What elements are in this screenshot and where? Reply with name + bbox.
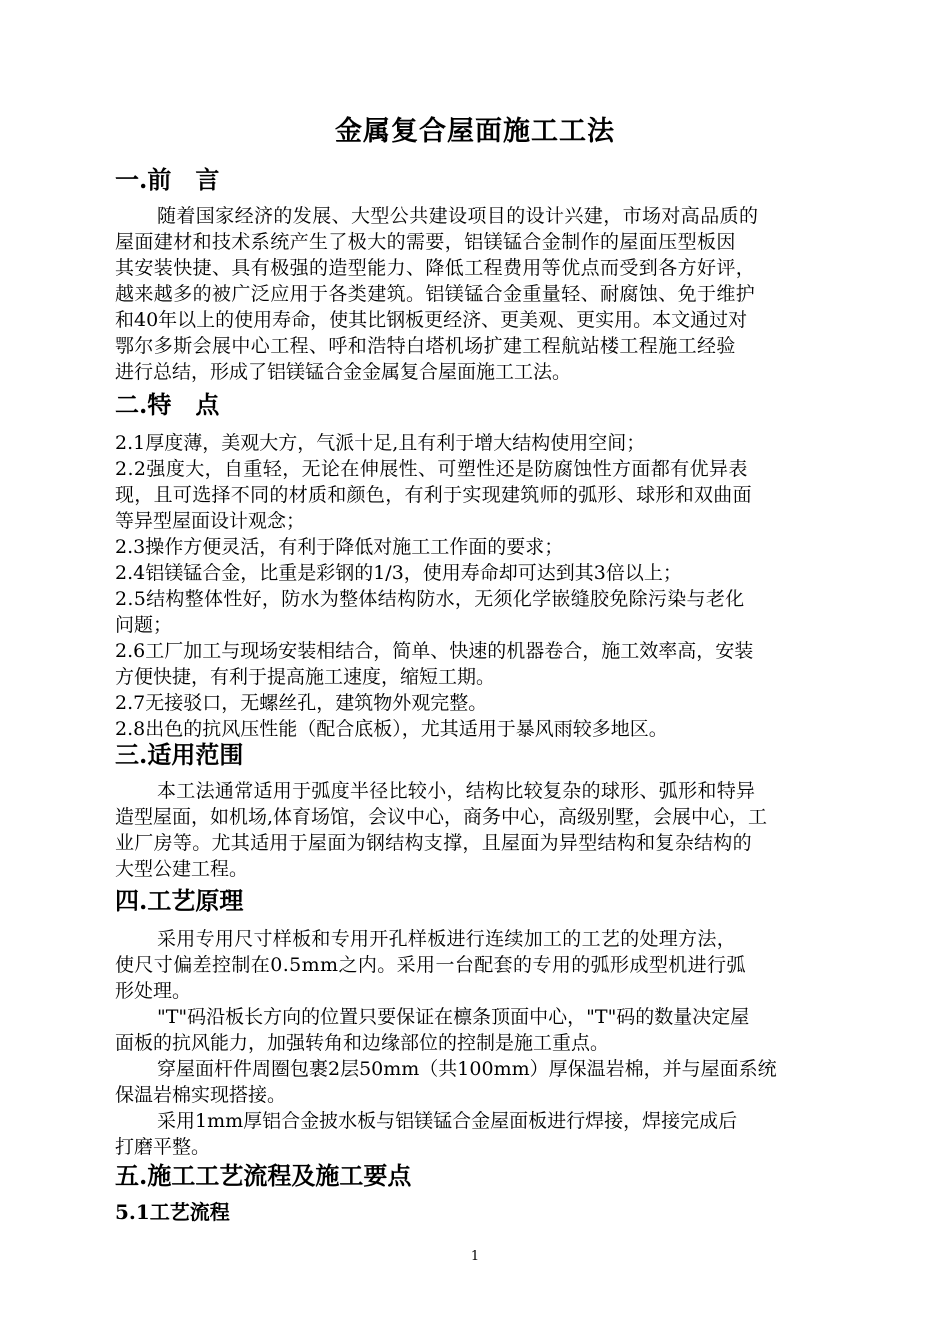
paragraph-line: 鄂尔多斯会展中心工程、呼和浩特白塔机场扩建工程航站楼工程施工经验	[115, 335, 736, 357]
paragraph-line: 穿屋面杆件周圈包裹2层50mm（共100mm）厚保温岩棉，并与屋面系统	[157, 1058, 777, 1080]
list-item: 2.3操作方便灵活，有利于降低对施工工作面的要求；	[115, 536, 564, 558]
list-item-continued: 现，且可选择不同的材质和颜色，有利于实现建筑师的弧形、球形和双曲面	[115, 484, 752, 506]
paragraph-line: 进行总结，形成了铝镁锰合金金属复合屋面施工工法。	[115, 361, 572, 383]
paragraph-line: 保温岩棉实现搭接。	[115, 1084, 287, 1106]
section-heading-features: 二.特 点	[115, 390, 220, 419]
section-heading-preface: 一.前 言	[115, 165, 220, 194]
list-item: 2.4铝镁锰合金，比重是彩钢的1/3，使用寿命却可达到其3倍以上；	[115, 562, 682, 584]
list-item: 2.8出色的抗风压性能（配合底板），尤其适用于暴风雨较多地区。	[115, 718, 668, 740]
list-item-continued: 等异型屋面设计观念；	[115, 510, 306, 532]
paragraph-line: 业厂房等。尤其适用于屋面为钢结构支撑，且屋面为异型结构和复杂结构的	[115, 832, 752, 854]
paragraph-line: 形处理。	[115, 980, 192, 1002]
paragraph-line: 越来越多的被广泛应用于各类建筑。铝镁锰合金重量轻、耐腐蚀、免于维护	[115, 283, 756, 305]
paragraph-line: 打磨平整。	[115, 1136, 211, 1158]
paragraph-line: 采用专用尺寸样板和专用开孔样板进行连续加工的工艺的处理方法，	[157, 928, 737, 950]
paragraph-line: 造型屋面，如机场,体育场馆，会议中心，商务中心，高级别墅，会展中心，工	[115, 806, 768, 828]
subsection-heading: 5.1工艺流程	[115, 1200, 230, 1224]
page-number: 1	[470, 1249, 480, 1264]
list-item-continued: 方便快捷，有利于提高施工速度，缩短工期。	[115, 666, 496, 688]
section-heading-principle: 四.工艺原理	[115, 886, 244, 915]
paragraph-line: 本工法通常适用于弧度半径比较小，结构比较复杂的球形、弧形和特异	[157, 780, 756, 802]
list-item-continued: 问题；	[115, 614, 173, 636]
paragraph-line: 随着国家经济的发展、大型公共建设项目的设计兴建，市场对高品质的	[157, 205, 759, 227]
list-item: 2.5结构整体性好，防水为整体结构防水，无须化学嵌缝胶免除污染与老化	[115, 588, 745, 610]
section-heading-scope: 三.适用范围	[115, 740, 244, 769]
list-item: 2.6工厂加工与现场安装相结合，简单、快速的机器卷合，施工效率高，安装	[115, 640, 754, 662]
page-title: 金属复合屋面施工工法	[335, 116, 615, 147]
paragraph-line: "T"码沿板长方向的位置只要保证在檩条顶面中心，"T"码的数量决定屋	[157, 1006, 750, 1028]
list-item: 2.7无接驳口，无螺丝孔，建筑物外观完整。	[115, 692, 488, 714]
paragraph-line: 面板的抗风能力，加强转角和边缘部位的控制是施工重点。	[115, 1032, 610, 1054]
paragraph-line: 和40年以上的使用寿命，使其比钢板更经济、更美观、更实用。本文通过对	[115, 309, 748, 331]
paragraph-line: 使尺寸偏差控制在0.5mm之内。采用一台配套的专用的弧形成型机进行弧	[115, 954, 746, 976]
list-item: 2.2强度大，自重轻，无论在伸展性、可塑性还是防腐蚀性方面都有优异表	[115, 458, 748, 480]
section-heading-process: 五.施工工艺流程及施工要点	[115, 1161, 412, 1190]
paragraph-line: 屋面建材和技术系统产生了极大的需要，铝镁锰合金制作的屋面压型板因	[115, 231, 736, 253]
list-item: 2.1厚度薄，美观大方，气派十足,且有利于增大结构使用空间；	[115, 432, 646, 454]
paragraph-line: 大型公建工程。	[115, 858, 249, 880]
paragraph-line: 其安装快捷、具有极强的造型能力、降低工程费用等优点而受到各方好评，	[115, 257, 756, 279]
paragraph-line: 采用1mm厚铝合金披水板与铝镁锰合金屋面板进行焊接，焊接完成后	[157, 1110, 738, 1132]
